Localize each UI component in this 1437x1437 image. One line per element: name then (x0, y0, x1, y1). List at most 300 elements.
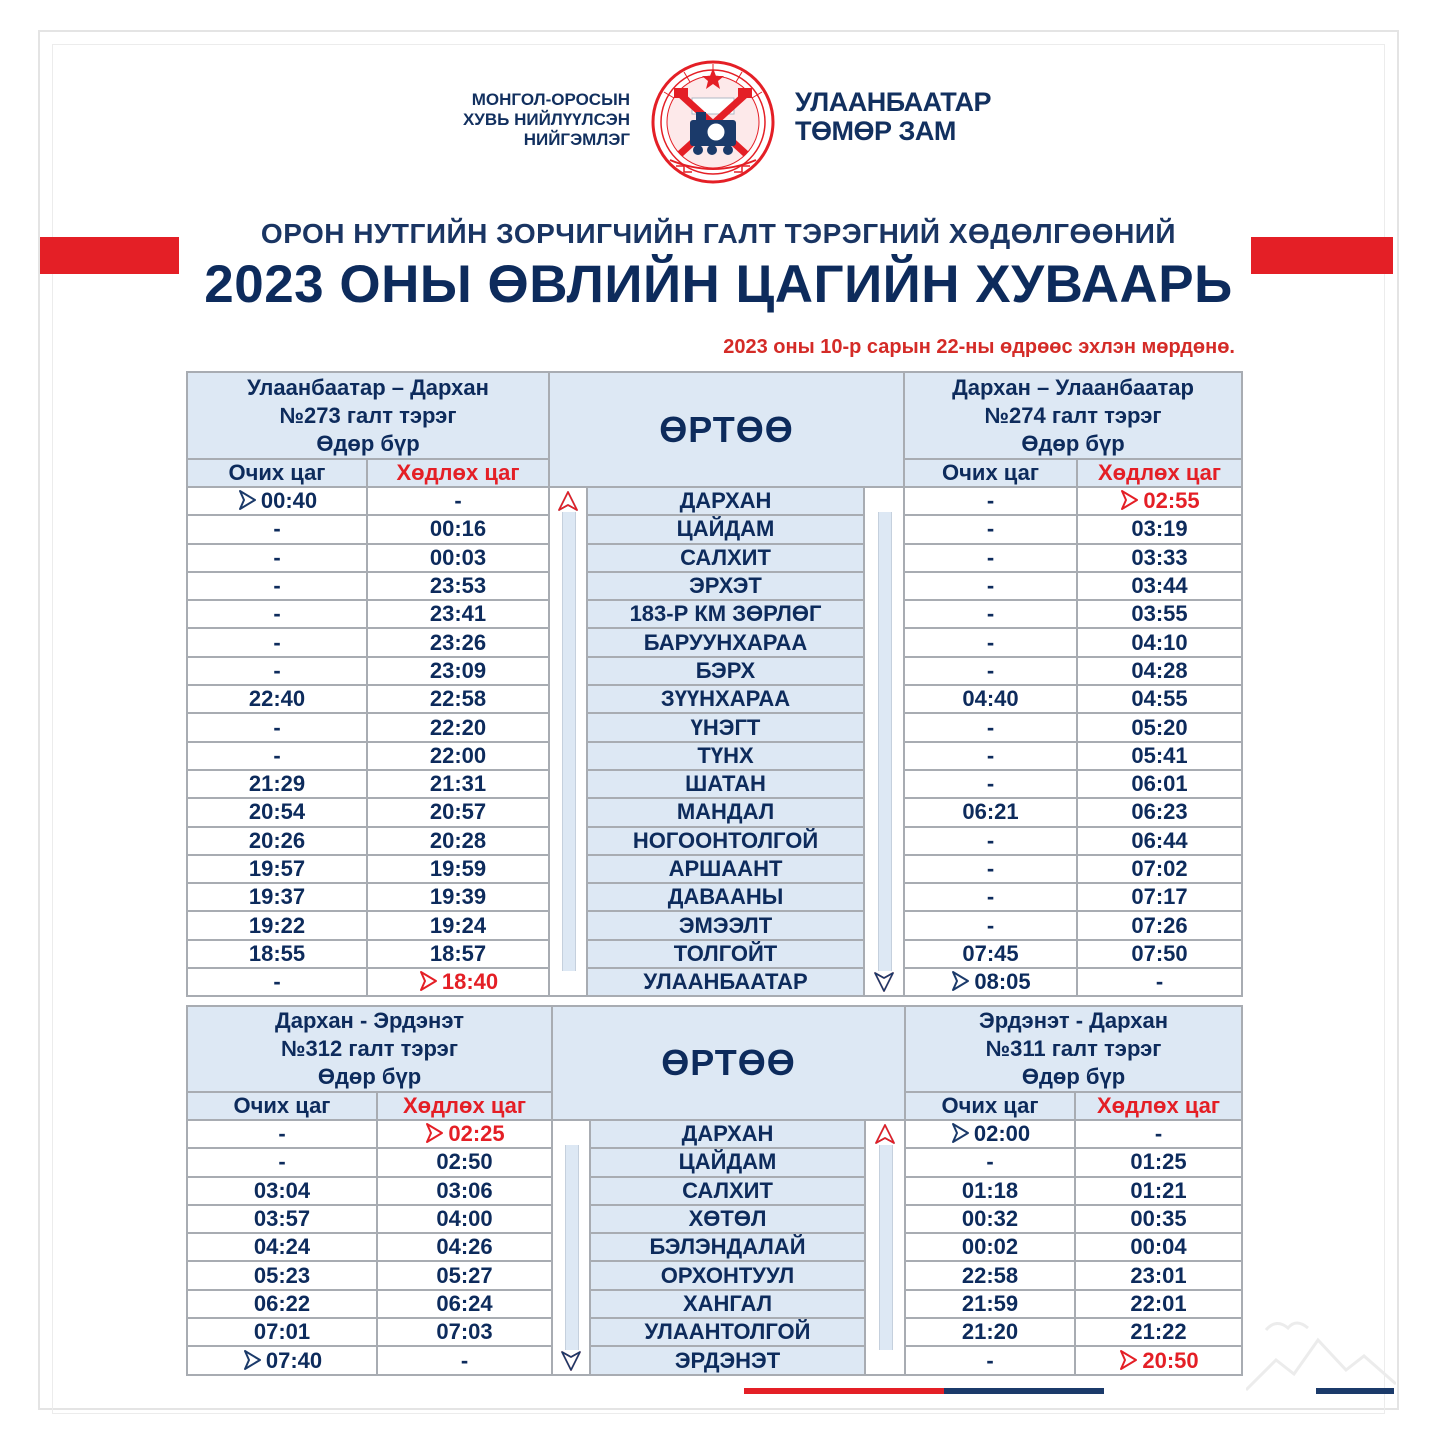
time-value: 07:45 (962, 940, 1019, 966)
station-column-header: ӨРТӨӨ (552, 1006, 905, 1120)
time-value: 00:02 (961, 1234, 1019, 1260)
time-cell (187, 1233, 377, 1261)
train-number: №274 галт тэрэг (984, 402, 1162, 428)
table-row (187, 827, 1242, 855)
train-312-header (187, 1006, 552, 1092)
time-value: 06:22 (253, 1290, 311, 1316)
table-row (187, 600, 1242, 628)
time-cell (1077, 600, 1242, 628)
time-value: - (273, 657, 281, 683)
station-name (587, 968, 864, 996)
time-value: 03:57 (253, 1206, 311, 1232)
col-header-departure: Хөдлөх цаг (1075, 1092, 1242, 1120)
time-value: 20:28 (429, 827, 487, 853)
time-cell (1075, 1177, 1242, 1205)
direction-down-icon (873, 971, 895, 993)
time-cell (905, 1177, 1075, 1205)
time-value: - (278, 1149, 286, 1175)
direction-rail-right (865, 1120, 905, 1375)
time-value: 04:10 (1131, 629, 1188, 655)
play-arrow-icon (424, 1122, 444, 1144)
time-cell (1077, 572, 1242, 600)
time-cell (1077, 883, 1242, 911)
time-value: - (273, 573, 281, 599)
time-value: 21:22 (1130, 1319, 1187, 1345)
time-cell (1077, 940, 1242, 968)
time-value: 00:16 (429, 516, 487, 542)
effective-date-note: 2023 оны 10-р сарын 22-ны өдрөөс эхлэн мөрдөнө. (723, 336, 1235, 358)
time-cell (1075, 1205, 1242, 1233)
time-value: 03:44 (1131, 573, 1188, 599)
train-274-header (904, 372, 1242, 459)
time-cell (1077, 685, 1242, 713)
time-cell (187, 657, 367, 685)
schedule-table-darkhan-erdenet (186, 1005, 1243, 1376)
table-row (187, 1205, 1242, 1233)
table-row (187, 544, 1242, 572)
station-name (587, 544, 864, 572)
time-cell (1077, 544, 1242, 572)
station-label: ХӨТӨЛ (688, 1206, 767, 1232)
station-name (587, 713, 864, 741)
station-label: УЛААНТОЛГОЙ (644, 1319, 811, 1345)
org-left-line-1: МОНГОЛ-ОРОСЫН (471, 90, 630, 109)
table-row (187, 911, 1242, 939)
time-cell (367, 713, 549, 741)
frequency: Өдөр бүр (317, 1064, 422, 1089)
org-right-line-1: УЛААНБААТАР (795, 87, 992, 117)
time-value: 02:25 (448, 1121, 505, 1147)
station-label: ЭМЭЭЛТ (678, 912, 773, 938)
time-cell (187, 487, 367, 515)
table-row (187, 968, 1242, 996)
time-cell (1075, 1261, 1242, 1289)
time-cell (1075, 1120, 1242, 1148)
station-name (590, 1177, 865, 1205)
time-cell (187, 1346, 377, 1374)
time-value: - (986, 629, 995, 655)
time-cell (904, 827, 1077, 855)
station-name (587, 770, 864, 798)
table-row (187, 855, 1242, 883)
time-cell (904, 742, 1077, 770)
time-cell (1077, 628, 1242, 656)
time-value: - (273, 544, 281, 570)
time-value: 21:31 (429, 771, 487, 797)
time-value: 03:04 (253, 1177, 311, 1203)
time-cell (1075, 1233, 1242, 1261)
page-title: 2023 ОНЫ ӨВЛИЙН ЦАГИЙН ХУВААРЬ (204, 255, 1233, 314)
time-value: 18:57 (429, 940, 487, 966)
time-value: - (273, 969, 281, 995)
time-value: 01:18 (961, 1177, 1019, 1203)
time-cell (187, 855, 367, 883)
time-cell (377, 1290, 552, 1318)
time-cell (1077, 657, 1242, 685)
train-number: №273 галт тэрэг (279, 402, 457, 428)
time-cell (904, 770, 1077, 798)
time-value: - (986, 856, 995, 881)
time-value: - (986, 1149, 994, 1175)
time-cell (367, 600, 549, 628)
time-cell (1077, 911, 1242, 939)
route-name: Улаанбаатар – Дархан (247, 374, 489, 400)
time-value: 21:59 (961, 1290, 1019, 1316)
table-row (187, 798, 1242, 826)
time-value: 00:35 (1130, 1206, 1187, 1232)
time-value: 02:00 (973, 1121, 1031, 1147)
time-cell (1077, 742, 1242, 770)
time-cell (367, 544, 549, 572)
station-label: ТОЛГОЙТ (673, 940, 778, 966)
time-cell (1077, 515, 1242, 543)
time-cell (904, 940, 1077, 968)
station-label: САЛХИТ (680, 544, 771, 570)
station-name (590, 1148, 865, 1176)
time-value: - (273, 714, 281, 740)
time-value: 06:23 (1131, 799, 1188, 825)
time-value: 22:58 (429, 686, 487, 712)
time-value: 20:26 (248, 827, 306, 853)
col-header-arrival: Очих цаг (904, 459, 1077, 487)
route-name: Дархан – Улаанбаатар (952, 374, 1194, 400)
time-cell (187, 572, 367, 600)
page-subtitle: ОРОН НУТГИЙН ЗОРЧИГЧИЙН ГАЛТ ТЭРЭГНИЙ ХӨДӨЛГӨӨНИЙ (260, 218, 1177, 249)
train-number: №312 галт тэрэг (281, 1036, 458, 1061)
time-value: - (273, 742, 281, 768)
col-header-departure: Хөдлөх цаг (1077, 459, 1242, 487)
station-name (587, 572, 864, 600)
time-value: 06:24 (436, 1290, 493, 1316)
time-value: 01:25 (1130, 1149, 1187, 1175)
table-row (187, 1318, 1242, 1346)
station-label: ТҮНХ (697, 742, 754, 768)
col-header-departure: Хөдлөх цаг (367, 459, 549, 487)
time-cell (367, 827, 549, 855)
station-name (587, 628, 864, 656)
time-cell (187, 1318, 377, 1346)
time-value: 19:37 (248, 884, 306, 910)
time-cell (367, 968, 549, 996)
time-value: 20:50 (1142, 1347, 1199, 1373)
time-cell (187, 1120, 377, 1148)
org-right-line-2: ТӨМӨР ЗАМ (795, 116, 956, 146)
time-value: - (986, 714, 995, 740)
time-cell (187, 940, 367, 968)
time-cell (377, 1233, 552, 1261)
time-value: 04:26 (436, 1234, 493, 1260)
time-cell (1077, 968, 1242, 996)
time-value: - (986, 573, 995, 599)
time-cell (187, 798, 367, 826)
time-value: 02:50 (436, 1149, 493, 1175)
station-name (587, 940, 864, 968)
station-label: БЭРХ (695, 657, 756, 683)
time-cell (904, 798, 1077, 826)
col-header-arrival: Очих цаг (905, 1092, 1075, 1120)
time-cell (367, 515, 549, 543)
time-cell (377, 1177, 552, 1205)
time-value: 07:50 (1131, 940, 1188, 966)
table-row (187, 1120, 1242, 1148)
time-cell (377, 1120, 552, 1148)
station-label: ЦАЙДАМ (678, 1149, 777, 1175)
time-value: 03:55 (1131, 601, 1188, 627)
time-value: 21:20 (961, 1319, 1019, 1345)
time-value: 23:09 (429, 657, 487, 683)
time-cell (1075, 1290, 1242, 1318)
station-name (587, 855, 864, 883)
time-value: 22:00 (429, 742, 487, 768)
station-name (590, 1318, 865, 1346)
time-cell (187, 628, 367, 656)
time-value: 07:26 (1131, 912, 1188, 938)
time-value: 18:40 (441, 969, 499, 995)
time-cell (904, 911, 1077, 939)
time-cell (904, 487, 1077, 515)
time-cell (1077, 713, 1242, 741)
time-cell (187, 713, 367, 741)
time-cell (187, 1205, 377, 1233)
station-name (590, 1233, 865, 1261)
time-value: 04:28 (1131, 657, 1188, 683)
time-cell (1077, 798, 1242, 826)
time-cell (187, 544, 367, 572)
station-name (587, 742, 864, 770)
time-value: 20:54 (248, 799, 306, 825)
time-value: 00:40 (260, 488, 318, 514)
time-cell (904, 657, 1077, 685)
time-value: 07:02 (1131, 856, 1188, 881)
time-cell (367, 657, 549, 685)
schedule-table-ub-darkhan (186, 371, 1243, 997)
time-cell (905, 1148, 1075, 1176)
time-cell (904, 515, 1077, 543)
play-arrow-icon (237, 489, 257, 511)
time-value: 23:01 (1130, 1262, 1187, 1288)
time-value: - (986, 742, 995, 768)
direction-down-icon (560, 1350, 582, 1372)
time-cell (367, 742, 549, 770)
partner-org-name (440, 90, 630, 150)
time-value: 08:05 (974, 969, 1031, 995)
time-cell (367, 628, 549, 656)
train-311-header (905, 1006, 1242, 1092)
table-row (187, 770, 1242, 798)
direction-rail-right (864, 487, 904, 996)
table-row (187, 628, 1242, 656)
table-row (187, 713, 1242, 741)
train-273-header (187, 372, 549, 459)
time-value: 00:03 (429, 544, 487, 570)
play-arrow-icon (418, 970, 438, 992)
time-value: - (986, 912, 995, 938)
route-name: Эрдэнэт - Дархан (979, 1008, 1168, 1033)
mountain-watermark-icon (1246, 1300, 1396, 1400)
time-value: 04:00 (436, 1206, 493, 1232)
station-label: ДАРХАН (679, 488, 772, 514)
time-cell (187, 742, 367, 770)
time-cell (187, 685, 367, 713)
time-cell (187, 600, 367, 628)
station-label: УЛААНБААТАР (643, 969, 808, 995)
station-name (590, 1205, 865, 1233)
time-cell (367, 685, 549, 713)
time-value: - (986, 601, 995, 627)
time-value: - (986, 827, 995, 853)
time-value: 23:41 (429, 601, 487, 627)
play-arrow-icon (1119, 489, 1139, 511)
station-label: БЭЛЭНДАЛАЙ (649, 1234, 806, 1260)
time-value: 00:32 (961, 1206, 1019, 1232)
time-value: - (454, 488, 462, 514)
time-value: 07:17 (1131, 884, 1188, 910)
station-label: ҮНЭГТ (690, 714, 761, 740)
time-value: 06:21 (962, 799, 1019, 825)
time-cell (904, 968, 1077, 996)
time-value: 04:24 (253, 1234, 311, 1260)
time-value: 07:40 (265, 1347, 323, 1373)
table-row (187, 685, 1242, 713)
table-row (187, 1261, 1242, 1289)
station-column-header: ӨРТӨӨ (549, 372, 904, 487)
station-name (587, 685, 864, 713)
time-cell (905, 1120, 1075, 1148)
time-value: 18:55 (248, 940, 306, 966)
time-value: 02:55 (1143, 488, 1200, 514)
play-arrow-icon (1118, 1349, 1138, 1371)
time-cell (367, 798, 549, 826)
time-cell (905, 1261, 1075, 1289)
time-cell (905, 1318, 1075, 1346)
play-arrow-icon (950, 1122, 970, 1144)
station-label: САЛХИТ (682, 1177, 773, 1203)
time-cell (187, 911, 367, 939)
table-row (187, 940, 1242, 968)
station-name (590, 1290, 865, 1318)
time-cell (904, 600, 1077, 628)
direction-rail-left (552, 1120, 590, 1375)
time-cell (367, 770, 549, 798)
col-header-departure: Хөдлөх цаг (377, 1092, 552, 1120)
table-row (187, 572, 1242, 600)
station-name (587, 883, 864, 911)
time-value: 00:04 (1130, 1234, 1187, 1260)
station-label: БАРУУНХАРАА (643, 629, 808, 655)
station-label: ДАРХАН (681, 1121, 774, 1147)
station-label: НОГООНТОЛГОЙ (632, 827, 819, 853)
time-value: 20:57 (429, 799, 487, 825)
time-value: - (1155, 969, 1164, 995)
time-value: 21:29 (248, 771, 306, 797)
station-name (587, 798, 864, 826)
station-label: ШАТАН (685, 771, 766, 797)
station-label: МАНДАЛ (676, 799, 775, 825)
time-value: - (986, 771, 995, 797)
railway-org-name (795, 88, 991, 146)
footer-navy-strip (944, 1388, 1104, 1394)
time-cell (367, 911, 549, 939)
play-arrow-icon (242, 1349, 262, 1371)
time-cell (904, 685, 1077, 713)
time-cell (187, 827, 367, 855)
station-name (587, 657, 864, 685)
table-row (187, 487, 1242, 515)
time-cell (367, 940, 549, 968)
time-cell (377, 1346, 552, 1374)
footer-red-strip (744, 1388, 944, 1394)
time-value: 03:19 (1131, 516, 1188, 542)
table-row (187, 1290, 1242, 1318)
time-value: 22:01 (1130, 1290, 1187, 1316)
time-value: - (460, 1347, 469, 1373)
time-value: - (986, 516, 995, 542)
time-cell (377, 1205, 552, 1233)
time-value: 19:24 (429, 912, 487, 938)
station-name (590, 1120, 865, 1148)
time-value: 22:40 (248, 686, 306, 712)
time-cell (904, 713, 1077, 741)
frequency: Өдөр бүр (1021, 430, 1125, 456)
time-cell (905, 1290, 1075, 1318)
time-value: - (986, 1347, 994, 1373)
time-value: 19:59 (429, 856, 487, 881)
time-value: 05:41 (1131, 742, 1188, 768)
time-value: 07:01 (253, 1319, 311, 1345)
time-value: - (273, 516, 281, 542)
table-row (187, 1148, 1242, 1176)
table-row (187, 742, 1242, 770)
station-label: ЭРХЭТ (689, 573, 762, 599)
train-number: №311 галт тэрэг (985, 1036, 1162, 1061)
time-value: 19:57 (248, 856, 306, 881)
time-cell (187, 770, 367, 798)
time-cell (187, 968, 367, 996)
station-name (587, 827, 864, 855)
station-name (587, 600, 864, 628)
time-cell (187, 883, 367, 911)
col-header-arrival: Очих цаг (187, 1092, 377, 1120)
station-label: АРШААНТ (668, 856, 783, 881)
time-cell (904, 544, 1077, 572)
time-value: - (273, 629, 281, 655)
time-cell (1077, 487, 1242, 515)
time-value: 06:01 (1131, 771, 1188, 797)
time-cell (904, 883, 1077, 911)
table-row (187, 1346, 1242, 1374)
direction-up-icon (874, 1123, 896, 1145)
play-arrow-icon (950, 970, 970, 992)
time-value: - (986, 657, 995, 683)
time-cell (1075, 1346, 1242, 1374)
time-cell (367, 572, 549, 600)
time-cell (367, 855, 549, 883)
time-value: 23:26 (429, 629, 487, 655)
time-cell (1077, 855, 1242, 883)
time-value: 22:58 (961, 1262, 1019, 1288)
table-row (187, 515, 1242, 543)
time-value: 03:06 (436, 1177, 493, 1203)
table-row (187, 883, 1242, 911)
time-value: - (1154, 1121, 1163, 1147)
time-cell (377, 1261, 552, 1289)
station-name (590, 1261, 865, 1289)
time-cell (1075, 1148, 1242, 1176)
table-row (187, 1177, 1242, 1205)
time-value: 23:53 (429, 573, 487, 599)
time-value: 01:21 (1130, 1177, 1187, 1203)
time-value: 04:40 (962, 686, 1019, 712)
